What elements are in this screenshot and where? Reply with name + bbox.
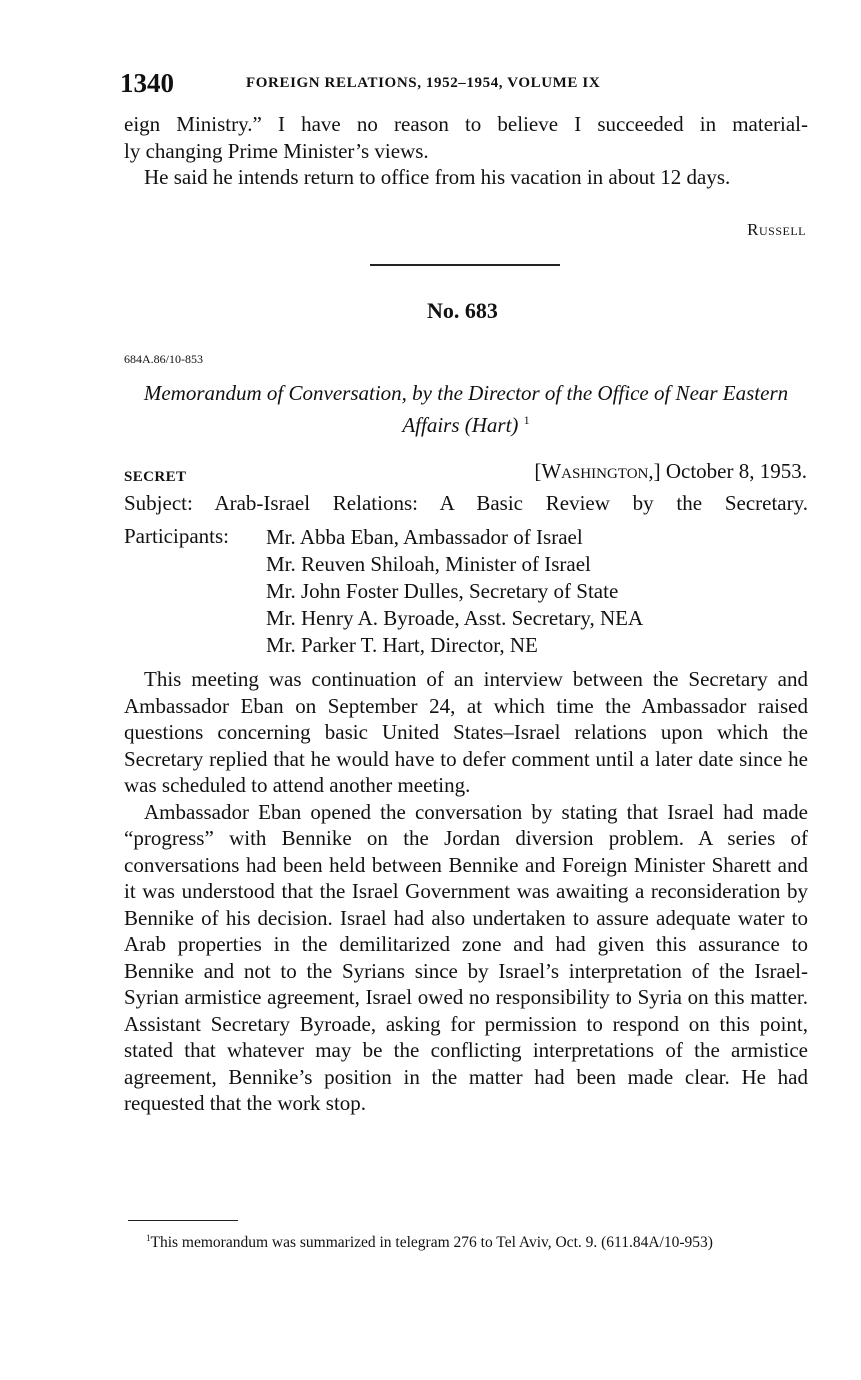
continuation-paragraph: He said he intends return to office from his vacation in about 12 days. bbox=[144, 165, 731, 189]
memo-body bbox=[124, 666, 808, 1117]
participant: Mr. Abba Eban, Ambassador of Israel bbox=[266, 525, 583, 549]
footnote-text: This memorandum was summarized in telegram 276 to Tel Aviv, Oct. 9. (611.84A/10-953) bbox=[150, 1234, 713, 1252]
section-divider bbox=[370, 264, 560, 266]
dateline-date: October 8, 1953. bbox=[665, 459, 807, 483]
continuation-line-1: eign Ministry.” I have no reason to believe I succeeded in material- bbox=[124, 112, 808, 136]
body-paragraph: This meeting was continuation of an interview between the Secretary and Ambassador Eban on September 24, at which time the Ambassador raised questions concerning basic United States–Israel relations upon which the Secretary replied that he would have to defer comment until a later date since he was scheduled to attend another meeting. bbox=[124, 667, 808, 797]
continuation-line-2: ly changing Prime Minister’s views. bbox=[124, 138, 429, 163]
footnote bbox=[128, 1228, 814, 1253]
participants-list bbox=[266, 524, 643, 659]
participant: Mr. Parker T. Hart, Director, NE bbox=[266, 633, 538, 657]
file-code: 684A.86/10-853 bbox=[124, 352, 203, 366]
participant: Mr. Henry A. Byroade, Asst. Secretary, NEA bbox=[266, 606, 644, 630]
participants-label: Participants: bbox=[124, 524, 229, 548]
subject-text: Arab-Israel Relations: A Basic Review by the Secretary. bbox=[214, 491, 808, 515]
subject-line bbox=[124, 491, 808, 516]
footnote-reference: 1 bbox=[523, 413, 530, 427]
dateline: [Washington,] October 8, 1953. bbox=[534, 459, 807, 483]
subject-label: Subject: bbox=[124, 491, 193, 515]
classification-marking: SECRET bbox=[124, 469, 187, 485]
page-number: 1340 bbox=[120, 68, 174, 98]
participant: Mr. Reuven Shiloah, Minister of Israel bbox=[266, 552, 591, 576]
signature: Russell bbox=[747, 220, 806, 239]
memo-title-text: Memorandum of Conversation, by the Director of the Office of Near Eastern Affairs (Hart) bbox=[143, 381, 789, 437]
document-number: No. 683 bbox=[427, 298, 498, 323]
running-title: FOREIGN RELATIONS, 1952–1954, VOLUME IX bbox=[246, 75, 601, 91]
dateline-place: Washington, bbox=[541, 459, 654, 483]
footnote-paragraph bbox=[128, 1228, 814, 1253]
footnote-divider bbox=[128, 1220, 238, 1221]
running-header bbox=[120, 68, 810, 100]
footnote-mark: 1 bbox=[146, 1233, 151, 1243]
participant: Mr. John Foster Dulles, Secretary of State bbox=[266, 579, 619, 603]
continuation-text bbox=[124, 111, 808, 191]
body-paragraph: Ambassador Eban opened the conversation by stating that Israel had made “progress” with Bennike on the Jordan diversion problem. A series of conversations had been held between Bennike and Foreign Minister Sharett and it was understood that the Israel Government was awaiting a reconsideration by Bennike of his decision. Israel had also undertaken to assure adequate water to Arab properties in the demilitarized zone and had given this assurance to Bennike and not to the Syrians since by Israel’s interpretation of the Israel-Syrian armistice agreement, Israel owed no responsibility to Syria on this matter. Assistant Secretary Byroade, asking for permission to respond on this point, stated that whatever may be the conflicting interpretations of the armistice agreement, Bennike’s position in the matter had been made clear. He had requested that the work stop. bbox=[124, 799, 808, 1115]
memo-title bbox=[124, 380, 808, 439]
